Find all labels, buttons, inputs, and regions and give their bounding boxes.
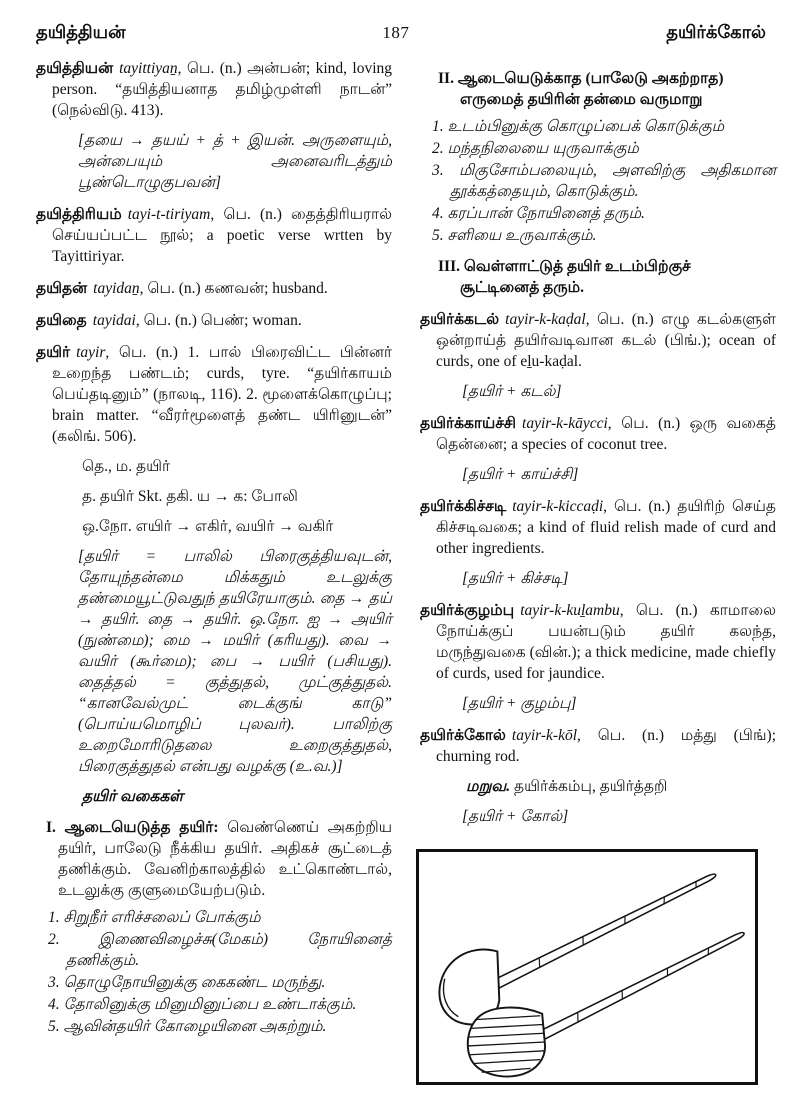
cognate-line: தெ., ம. தயிர்	[82, 458, 171, 475]
entry-body: , பெ. (n.) காமாலை நோய்க்குப் பயன்படும் தயிர் கலந்த, மருந்துவகை (வின்.); a thick medicine, made chiefly of curds, used for jaundice.	[436, 602, 776, 682]
entry-tayir-k-kulambu	[420, 600, 776, 684]
transliteration: tayir-k-kiccaḍi	[512, 498, 604, 515]
entry-body: , பெ. (n.) கணவன்; husband.	[139, 280, 328, 297]
entry-body: , பெ. (n.) மத்து (பிங்); churning rod.	[436, 727, 776, 765]
etymology-note: [தயிர் + குழம்பு]	[462, 695, 577, 712]
entry-tayittiriyam	[36, 204, 392, 267]
headword: தயிர்க்கடல்	[420, 311, 500, 328]
list-item: 2. மந்தநிலையை யுருவாக்கும்	[432, 140, 639, 157]
section-heading-line: சூட்டினைத் தரும்.	[460, 279, 584, 296]
etymology-note: [தயிர் = பாலில் பிரைகுத்தியவுடன், தோயுந்தன்மை மிக்கதும் உடலுக்கு தண்மையூட்டுவதுந் தயிரேயாகும். தை → தய் → தயிர். தை → தயிர். ஒ.நோ. ஐ → அயிர் (நுண்மை); மை → மயிர் (கரியது). வை → வயிர் (கூர்மை); பை → பயிர் (பசியது). தைத்தல் = குத்துதல், முட்குத்துதல். “கானவேல்முட் டைக்குங் காடு” (பொய்யமொழிப் புலவர்). பாலிற்கு உறைமோரிடுதலை உறைகுத்துதல், பிரைகுத்துதல் என்பது வழக்கு (உ.வ.)]	[78, 548, 392, 775]
etymology-note: [தயிர் + கடல்]	[462, 383, 562, 400]
running-header	[36, 22, 766, 45]
transliteration: tayidai	[92, 312, 136, 329]
right-column	[420, 58, 776, 1085]
headword: தயித்தியன்	[36, 60, 114, 77]
headword: தயிர்க்கிச்சடி	[420, 498, 507, 515]
entry-tayidai	[36, 310, 392, 331]
list-item: 2. இணைவிழைச்சு(மேகம்) நோயினைத் தணிக்கும்.	[48, 931, 392, 969]
entry-tayir-k-kol	[420, 725, 776, 767]
transliteration: tayittiyaṉ	[119, 60, 178, 77]
entry-tayir-k-kaycci	[420, 413, 776, 455]
headword: தயிர்க்குழம்பு	[420, 602, 515, 619]
etymology-note: [தயிர் + கோல்]	[462, 808, 569, 825]
variant-label: மறுவ.	[466, 778, 515, 795]
entry-tayir-k-kiccadi	[420, 496, 776, 559]
entry-tayidan	[36, 278, 392, 299]
left-column	[36, 58, 392, 1085]
entry-body: , பெ. (n.) ஒரு வகைத் தென்னை; a species of coconut tree.	[436, 415, 776, 453]
transliteration: tayidaṉ	[93, 280, 140, 297]
headword: தயிர்	[36, 344, 71, 361]
headword: தயிதன்	[36, 280, 88, 297]
churning-rods-figure	[416, 849, 758, 1085]
page-number: 187	[382, 23, 410, 42]
list-item: 3. மிகுசோம்பலையும், அளவிற்கு அதிகமான தூக்கத்தையும், கொடுக்கும்.	[432, 162, 776, 200]
header-right-word: தயிர்க்கோல்	[666, 22, 766, 42]
curd-type-section-3-heading	[420, 256, 776, 298]
rod-1-handle	[489, 870, 717, 990]
section-heading-line: II. ஆடையெடுக்காத (பாலேடு அகற்றாத)	[438, 70, 724, 87]
curd-types-subheading: தயிர் வகைகள்	[82, 788, 184, 805]
entry-body: , பெ. (n.) பெண்; woman.	[135, 312, 302, 329]
transliteration: tayir-k-kaḍal	[505, 311, 586, 328]
headword: தயிர்க்கோல்	[420, 727, 506, 744]
list-item: 5. ஆவின்தயிர் கோழையினை அகற்றும்.	[48, 1018, 327, 1035]
buffalo-curd-effects-list	[432, 116, 776, 246]
headword: தயிர்க்காய்ச்சி	[420, 415, 517, 432]
curd-type-section-2-heading	[420, 68, 776, 110]
transliteration: tayi-t-tiriyam	[127, 206, 211, 223]
list-item: 5. சளியை உருவாக்கும்.	[432, 227, 597, 244]
section-label: I. ஆடையெடுத்த தயிர்:	[46, 819, 219, 836]
section-text: வெண்ணெய் அகற்றிய தயிர், பாலேடு நீக்கிய தயிர். அதிகச் சூட்டைத் தணிக்கும். வேனிற்காலத்தில் உட்கொண்டால், உடலுக்கு குளுமையேற்படும்.	[58, 819, 392, 899]
entry-body: , பெ. (n.) தைத்திரியரால் செய்யப்பட்ட நூல்; a poetic verse wrtten by Tayittiriyar.	[52, 206, 392, 265]
transliteration: tayir-k-kāycci	[522, 415, 608, 432]
entry-body: , பெ. (n.) 1. பால் பிரைவிட்ட பின்னர் உறைந்த பண்டம்; curds, tyre. “தயிர்காயம் பெய்தடினும்” (நாலடி, 116). 2. மூளைக்கொழுப்பு; brain matter. “வீரர்மூளைத் தண்ட யிரினுடன்” (கலிங். 506).	[52, 344, 392, 445]
variant-words: தயிர்க்கம்பு, தயிர்த்தறி	[514, 778, 668, 795]
headword: தயிதை	[36, 312, 87, 329]
list-item: 1. சிறுநீர் எரிச்சலைப் போக்கும்	[48, 909, 261, 926]
curd-benefits-list	[48, 907, 392, 1037]
entry-tayittiyan	[36, 58, 392, 121]
transliteration: tayir-k-kōl	[511, 727, 578, 744]
entry-body: , பெ. (n.) அன்பன்; kind, loving person. “தயித்தியனாத தமிழ்முள்ளி நாடன்” (நெல்விடு. 413).	[52, 60, 392, 119]
list-item: 4. கரப்பான் நோயினைத் தரும்.	[432, 205, 645, 222]
list-item: 4. தோலினுக்கு மினுமினுப்பை உண்டாக்கும்.	[48, 996, 357, 1013]
headword: தயித்திரியம்	[36, 206, 122, 223]
churning-rods-drawing	[419, 852, 755, 1082]
two-column-body	[36, 58, 776, 1085]
rod-2-ribbed-head	[468, 1008, 545, 1077]
curd-type-section-1	[46, 817, 392, 901]
entry-body: , பெ. (n.) தயிரிற் செய்த கிச்சடிவகை; a kind of fluid relish made of curd and other ingredients.	[436, 498, 776, 557]
section-heading-line: III. வெள்ளாட்டுத் தயிர் உடம்பிற்குச்	[438, 258, 691, 275]
cognate-line: த. தயிர் Skt. தகி. ய → க: போலி	[82, 488, 298, 505]
transliteration: tayir-k-kuḻambu	[520, 602, 620, 619]
variant-forms-line	[466, 776, 776, 797]
list-item: 3. தொழுநோயினுக்கு கைகண்ட மருந்து.	[48, 974, 326, 991]
section-heading-line: எருமைத் தயிரின் தன்மை வருமாறு	[460, 91, 703, 108]
transliteration: tayir	[76, 344, 106, 361]
etymology-note: [தயை → தயய் + த் + இயன். அருளையும், அன்பையும் அனைவரிடத்தும் பூண்டொழுகுபவன்]	[78, 132, 392, 191]
cognate-line: ஒ.நோ. எயிர் → எகிர், வயிர் → வகிர்	[82, 518, 334, 535]
etymology-note: [தயிர் + காய்ச்சி]	[462, 466, 579, 483]
entry-body: , பெ. (n.) எழு கடல்களுள் ஒன்றாய்த் தயிர்வடிவான கடல் (பிங்.); ocean of curds, one of eḻu-kaḍal.	[436, 311, 776, 370]
entry-tayir-k-kadal	[420, 309, 776, 372]
list-item: 1. உடம்பினுக்கு கொழுப்பைக் கொடுக்கும்	[432, 118, 725, 135]
entry-tayir	[36, 342, 392, 447]
etymology-note: [தயிர் + கிச்சடி]	[462, 570, 569, 587]
header-left-word: தயித்தியன்	[36, 22, 126, 42]
